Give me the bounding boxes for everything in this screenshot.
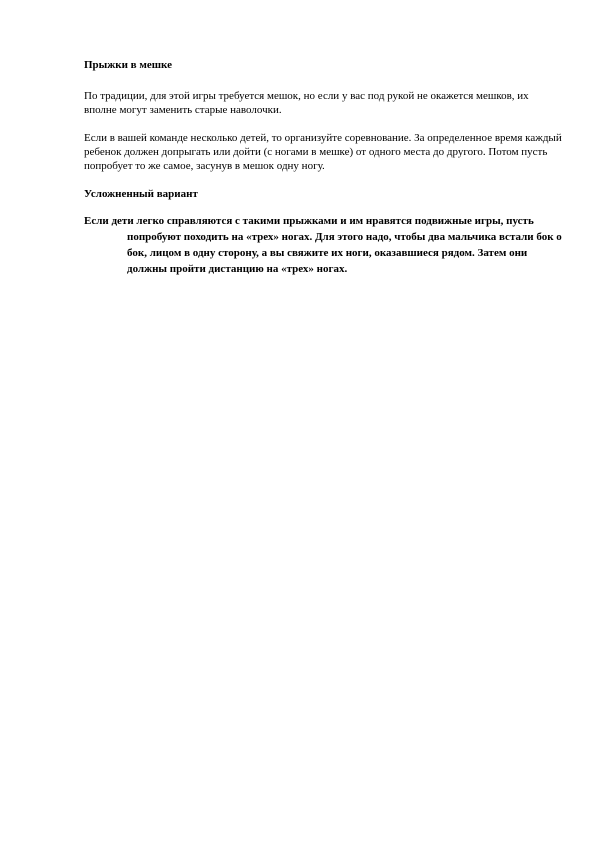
paragraph-sack-intro: По традиции, для этой игры требуется мешок, но если у вас под рукой не окажется мешков, их вполне могут заменить старые наволочки. [84, 90, 529, 116]
paragraph-competition: Если в вашей команде несколько детей, то организуйте соревнование. За определенное время каждый ребенок должен допрыгать или дойти (с ногами в мешке) от одного места до другого. Потом пусть попробует то же самое, засунув в мешок одну ногу. [84, 132, 562, 172]
paragraph-three-legs: Если дети легко справляются с такими прыжками и им нравятся подвижные игры, пусть попробуют походить на «трех» ногах. Для этого надо, чтобы два мальчика встали бок о бок, лицом в одну сторону, а вы свяжите их ноги, оказавшиеся рядом. Затем они должны пройти дистанцию на «трех» ногах. [84, 215, 562, 275]
section-heading-advanced: Усложненный вариант [84, 188, 198, 200]
section-heading-sack-race: Прыжки в мешке [84, 59, 172, 71]
document-body [84, 58, 562, 277]
